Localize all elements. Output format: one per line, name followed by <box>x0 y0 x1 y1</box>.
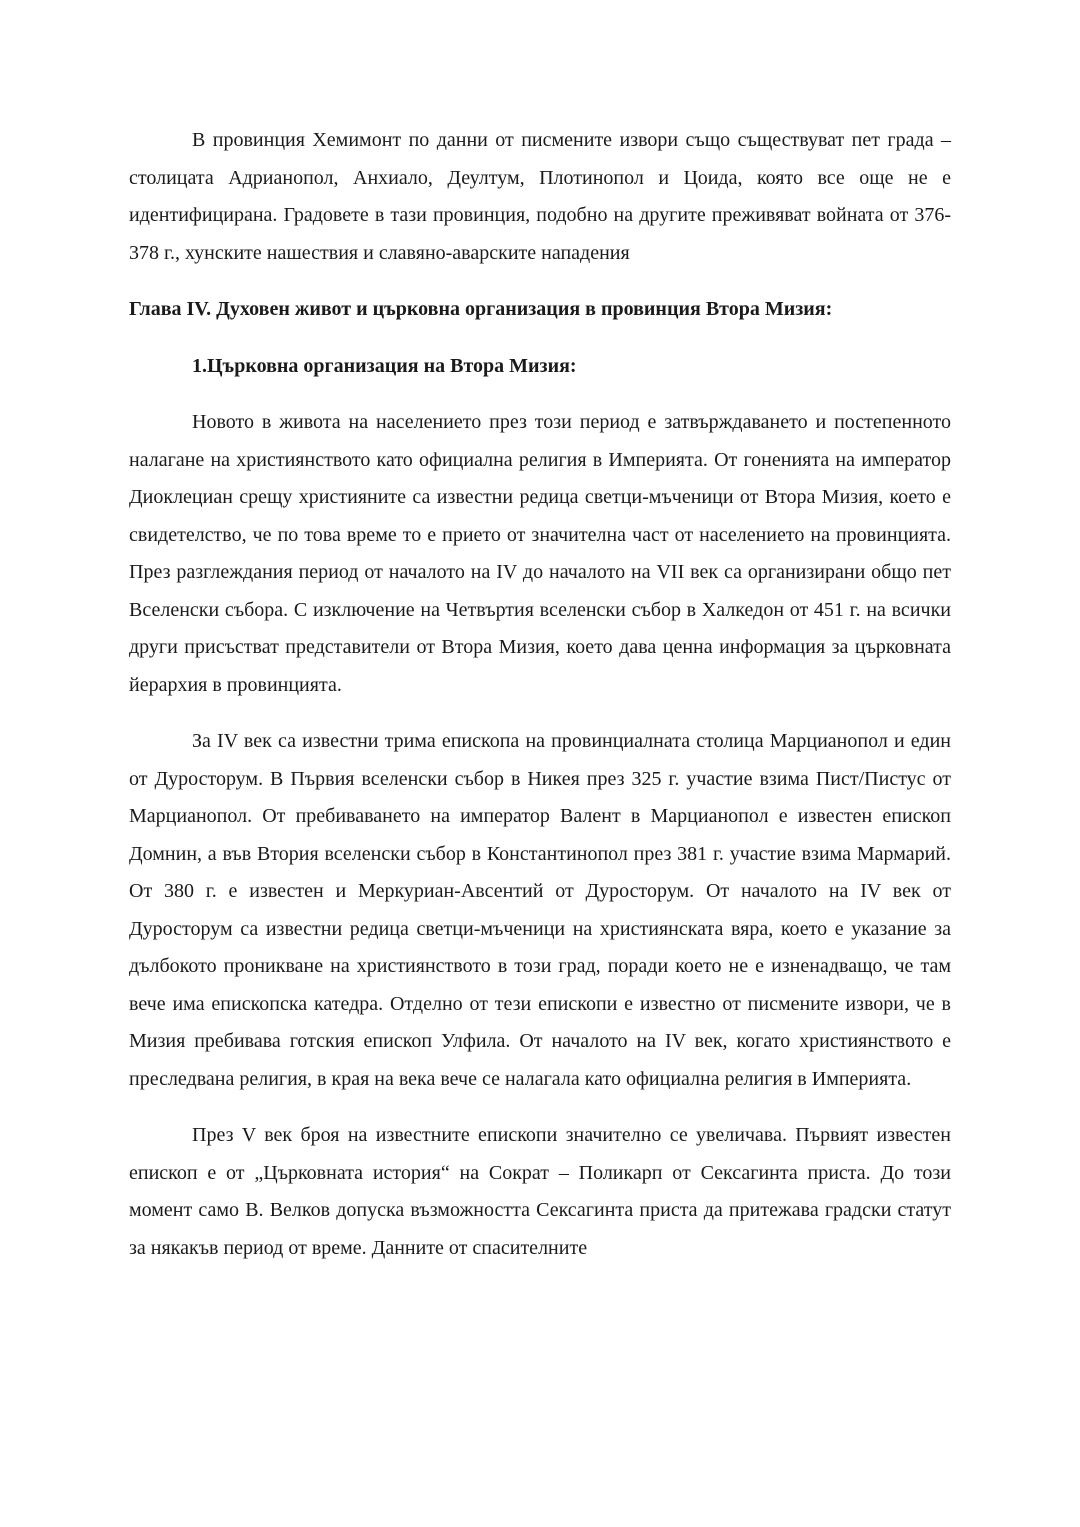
paragraph-fifth-century-bishops: През V век броя на известните епископи значително се увеличава. Първият известен епископ е от „Църковната история“ на Сократ – Поликарп от Сексагинта приста. До този момент само В. Велков допуска възможността Сексагинта приста да притежава градски статут за някакъв период от време. Данните от спасителните <box>129 1124 951 1259</box>
chapter-heading: Глава IV. Духовен живот и църковна организация в провинция Втора Мизия: <box>129 298 833 320</box>
paragraph-hemimont-cities: В провинция Хемимонт по данни от писмените извори също съществуват пет града – столицата Адрианопол, Анхиало, Деултум, Плотинопол и Цоида, която все още не е идентифицирана. Градовете в тази провинция, подобно на другите преживяват войната от 376-378 г., хунските нашествия и славяно-аварските нападения <box>129 129 951 264</box>
paragraph-gap <box>129 272 951 291</box>
paragraph-christianity-spread: Новото в живота на населението през този период е затвърждаването и постепенното налагане на християнството като официална религия в Империята. От гоненията на император Диоклециан срещу християните са известни редица светци-мъченици от Втора Мизия, което е свидетелство, че по това време то е прието от значителна част от населението на провинцията. През разглеждания период от началото на IV до началото на VII век са организирани общо пет Вселенски събора. С изключение на Четвъртия вселенски събор в Халкедон от 451 г. на всички други присъстват представители от Втора Мизия, което дава ценна информация за църковната йерархия в провинцията. <box>129 411 951 696</box>
section-heading: 1.Църковна организация на Втора Мизия: <box>192 354 577 377</box>
document-page <box>129 122 951 1267</box>
paragraph-gap <box>129 1098 951 1117</box>
paragraph-fourth-century-bishops: За IV век са известни трима епископа на провинциалната столица Марцианопол и един от Дуросторум. В Първия вселенски събор в Никея през 325 г. участие взима Пист/Пистус от Марцианопол. От пребиваването на император Валент в Марцианопол е известен епископ Домнин, а във Втория вселенски събор в Константинопол през 381 г. участие взима Мармарий. От 380 г. е известен и Меркуриан-Авсентий от Дуросторум. От началото на IV век от Дуросторум са известни редица светци-мъченици на християнската вяра, което е указание за дълбокото проникване на християнството в този град, поради което не е изненадващо, че там вече има епископска катедра. Отделно от тези епископи е известно от писмените извори, че в Мизия пребивава готския епископ Улфила. От началото на IV век, когато християнството е преследвана религия, в края на века вече се налагала като официална религия в Империята. <box>129 730 951 1090</box>
paragraph-gap <box>129 329 951 348</box>
paragraph-gap <box>129 385 951 404</box>
paragraph-gap <box>129 704 951 723</box>
